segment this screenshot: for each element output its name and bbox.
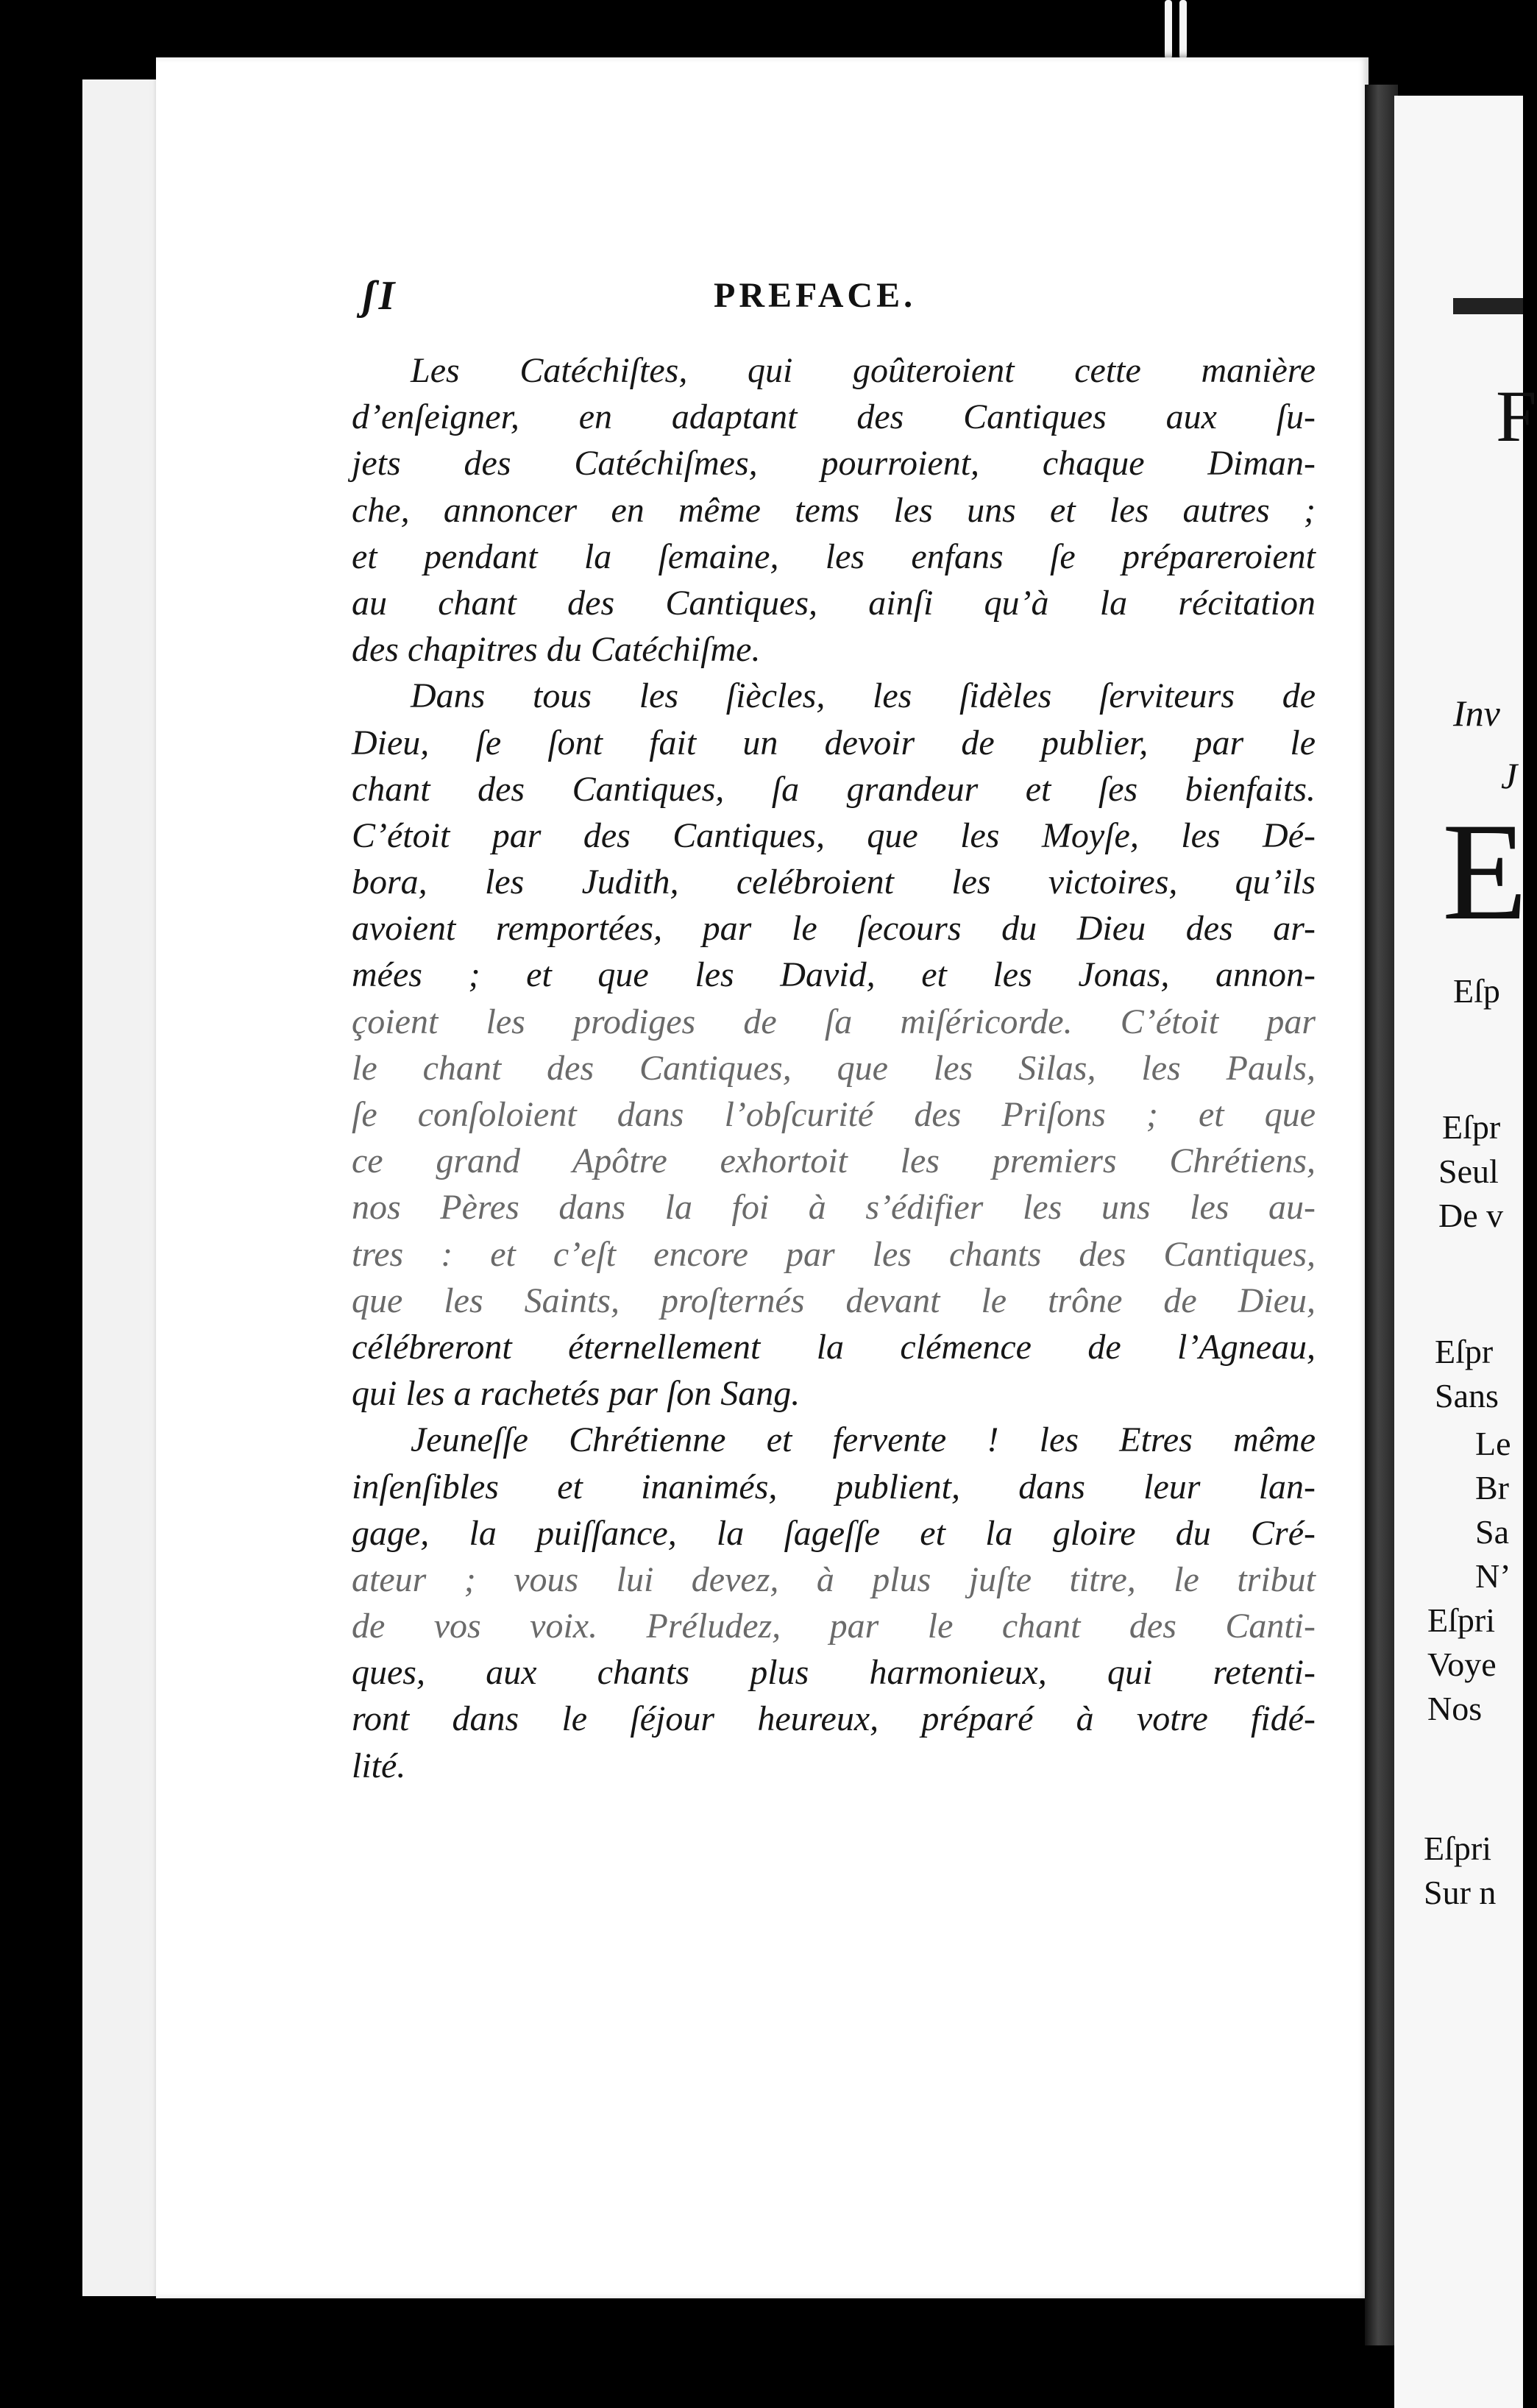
text-line: lité. xyxy=(352,1746,406,1785)
text-line: Dans tous les ſiècles, les ſidèles ſerviteurs de xyxy=(411,676,1316,716)
page-edge xyxy=(82,79,156,2296)
text-line: Dieu, ſe ſont fait un devoir de publier, par le xyxy=(352,723,1316,762)
text-line: ce grand Apôtre exhortoit les premiers Chrétiens, xyxy=(352,1141,1316,1181)
facing-line: Le xyxy=(1475,1425,1511,1462)
text-line: C’étoit par des Cantiques, que les Moyſe, les Dé- xyxy=(352,815,1316,855)
text-line: tres : et c’eſt encore par les chants des Cantiques, xyxy=(352,1234,1316,1274)
facing-line: Sans xyxy=(1435,1377,1499,1414)
paragraph-3 xyxy=(352,1417,1316,1789)
text-line: qui les a rachetés par ſon Sang. xyxy=(352,1374,801,1414)
facing-line: Sa xyxy=(1475,1513,1509,1551)
text-line: chant des Cantiques, ſa grandeur et ſes bienfaits. xyxy=(352,769,1316,809)
facing-line: Br xyxy=(1475,1469,1509,1506)
facing-line: Seul xyxy=(1438,1152,1499,1190)
bookmark-ribbon xyxy=(1165,0,1172,59)
text-line: que les Saints, proſternés devant le trône de Dieu, xyxy=(352,1281,1316,1320)
book-gutter xyxy=(1365,85,1398,2345)
text-line: çoient les prodiges de ſa miſéricorde. C’étoit par xyxy=(352,1002,1316,1041)
facing-letter: J xyxy=(1501,755,1518,796)
text-line: et pendant la ſemaine, les enfans ſe prépareroient xyxy=(352,537,1316,576)
facing-line: Eſpr xyxy=(1442,1108,1501,1146)
text-line: gage, la puiſſance, la ſageſſe et la gloire du Cré- xyxy=(352,1513,1316,1553)
facing-line: Sur n xyxy=(1424,1874,1497,1911)
text-line: mées ; et que les David, et les Jonas, annon- xyxy=(352,955,1316,995)
running-title: PREFACE. xyxy=(714,276,917,315)
facing-page xyxy=(1394,96,1537,2408)
running-header xyxy=(362,272,1318,324)
facing-line: Eſpri xyxy=(1427,1601,1495,1639)
facing-line: Voye xyxy=(1427,1646,1497,1683)
facing-line: Nos xyxy=(1427,1690,1483,1727)
text-line: inſenſibles et inanimés, publient, dans leur lan- xyxy=(352,1467,1316,1506)
text-line: des chapitres du Catéchiſme. xyxy=(352,630,761,670)
facing-line: Eſp xyxy=(1453,972,1500,1010)
text-line: avoient remportées, par le ſecours du Dieu des ar- xyxy=(352,909,1316,949)
facing-letter: Inv xyxy=(1453,693,1500,734)
text-line: de vos voix. Préludez, par le chant des Canti- xyxy=(352,1607,1316,1646)
text-line: ſe conſoloient dans l’obſcurité des Priſons ; et que xyxy=(352,1095,1316,1134)
text-line: le chant des Cantiques, que les Silas, les Pauls, xyxy=(352,1048,1316,1088)
facing-line: Eſpri xyxy=(1424,1830,1491,1867)
text-line: Jeuneſſe Chrétienne et fervente ! les Etres même xyxy=(411,1420,1316,1460)
text-line: célébreront éternellement la clémence de l’Agneau, xyxy=(352,1327,1316,1367)
page-body xyxy=(352,347,1316,1789)
text-line: au chant des Cantiques, ainſi qu’à la récitation xyxy=(352,583,1316,623)
text-line: ques, aux chants plus harmonieux, qui retenti- xyxy=(352,1653,1316,1693)
text-line: che, annoncer en même tems les uns et les autres ; xyxy=(352,490,1316,530)
facing-line: De v xyxy=(1438,1197,1504,1234)
bookmark-ribbon xyxy=(1179,0,1187,59)
facing-letter: F xyxy=(1496,375,1537,457)
facing-line: Eſpr xyxy=(1435,1333,1494,1370)
page-number: ʃI xyxy=(362,273,398,319)
paragraph-1 xyxy=(352,347,1316,673)
text-line: d’enſeigner, en adaptant des Cantiques aux ſu- xyxy=(352,397,1316,437)
text-line: ateur ; vous lui devez, à plus juſte titre, le tribut xyxy=(352,1559,1316,1599)
paragraph-2 xyxy=(352,673,1316,1417)
drop-cap: E xyxy=(1442,795,1528,949)
text-line: jets des Catéchiſmes, pourroient, chaque Diman- xyxy=(352,444,1316,484)
ornament-rule xyxy=(1453,298,1523,314)
text-line: Les Catéchiſtes, qui goûteroient cette manière xyxy=(411,351,1316,390)
text-line: ront dans le ſéjour heureux, préparé à votre fidé- xyxy=(352,1699,1316,1739)
text-line: nos Pères dans la foi à s’édifier les uns les au- xyxy=(352,1188,1316,1228)
text-line: bora, les Judith, celébroient les victoires, qu’ils xyxy=(352,863,1316,902)
facing-line: N’ xyxy=(1475,1557,1511,1595)
